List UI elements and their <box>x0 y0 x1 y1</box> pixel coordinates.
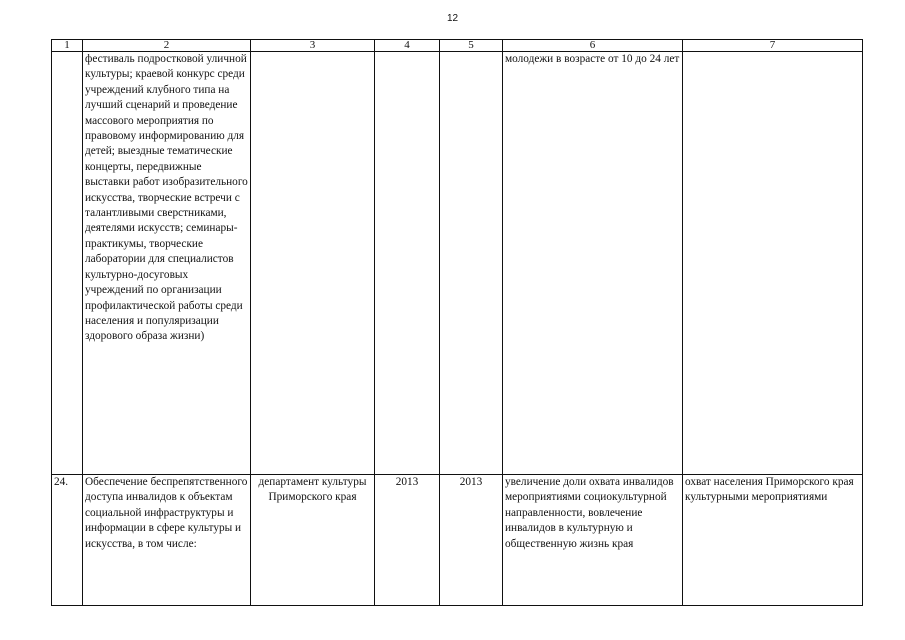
indicator-cell <box>683 52 863 475</box>
activity-cell: фестиваль подростковой уличной культуры; краевой конкурс среди учреждений клубного типа на лучший сценарий и проведение массового мероприятия по правовому информированию для детей; выездные тематические концерты, передвижные выставки работ изобразительного искусства, творческие встречи с талантливыми сверстниками, деятелями искусств; семинары-практикумы, творческие лаборатории для специалистов культурно-досуговых учреждений по организации профилактической работы среди населения и популяризации здорового образа жизни) <box>83 52 251 475</box>
executor-cell: департамент культуры Приморского края <box>251 475 375 606</box>
start-year-cell: 2013 <box>375 475 440 606</box>
column-header-7: 7 <box>683 40 863 52</box>
column-header-1: 1 <box>52 40 83 52</box>
column-header-row <box>52 40 863 52</box>
page-number: 12 <box>446 13 459 24</box>
program-table <box>51 39 863 606</box>
row-number-cell <box>52 52 83 475</box>
indicator-cell: охват населения Приморского края культурными мероприятиями <box>683 475 863 606</box>
column-header-4: 4 <box>375 40 440 52</box>
row-number-cell: 24. <box>52 475 83 606</box>
activity-cell: Обеспечение беспрепятственного доступа инвалидов к объектам социальной инфраструктуры и информации в сфере культуры и искусства, в том числе: <box>83 475 251 606</box>
table-row <box>52 52 863 475</box>
result-cell: увеличение доли охвата инвалидов мероприятиями социокультурной направленности, вовлечение инвалидов в культурную и общественную жизнь края <box>503 475 683 606</box>
end-year-cell: 2013 <box>440 475 503 606</box>
executor-cell <box>251 52 375 475</box>
column-header-6: 6 <box>503 40 683 52</box>
column-header-3: 3 <box>251 40 375 52</box>
table-row <box>52 475 863 606</box>
column-header-2: 2 <box>83 40 251 52</box>
result-cell: молодежи в возрасте от 10 до 24 лет <box>503 52 683 475</box>
column-header-5: 5 <box>440 40 503 52</box>
start-year-cell <box>375 52 440 475</box>
end-year-cell <box>440 52 503 475</box>
